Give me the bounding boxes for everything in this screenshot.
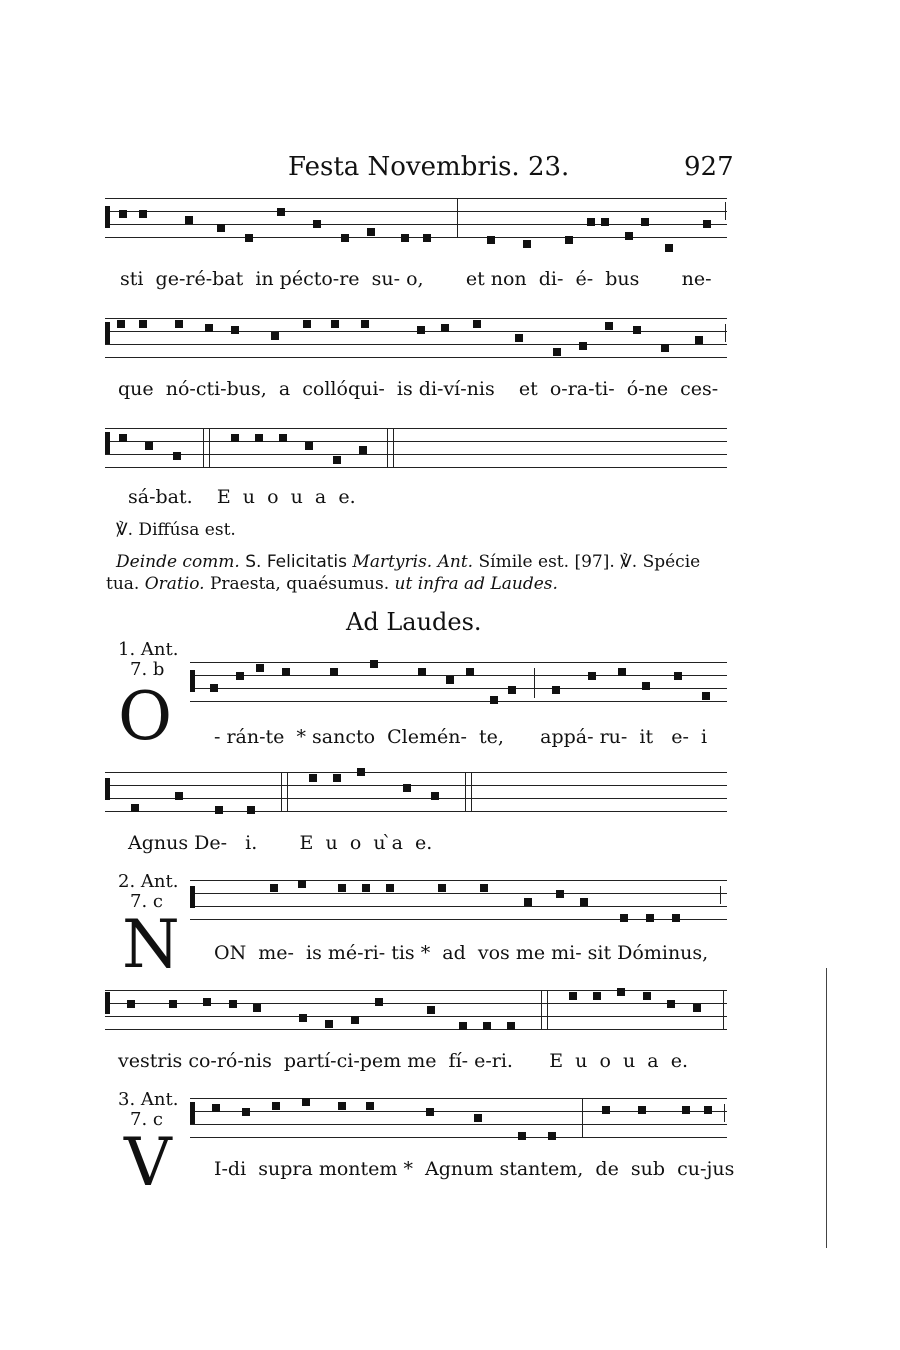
rubric-ut-infra: ut infra ad Laudes. [394,574,558,594]
lyrics-line-4: - rán-te * sancto Clemén- te, appá- ru- it e- i [214,726,708,748]
rubric-oratio: Oratio. [144,574,205,594]
rubric-martyris: Martyris. [352,552,433,572]
page-title: Festa Novembris. 23. [288,152,570,182]
lyrics-line-5: Agnus De- i. E u o u ̀a e. [128,832,433,854]
lyrics-line-2: que nó-cti-bus, a collóqui- is di-ví-nis et o-ra-ti- ó-ne ces- [118,378,719,400]
lyrics-line-8: I-di supra montem * Agnum stantem, de sub cu-jus [214,1158,735,1180]
music-staff-4 [190,662,727,706]
music-staff-2 [105,318,727,362]
music-staff-6 [190,880,727,924]
section-title: Ad Laudes. [346,608,482,636]
lyrics-line-6: ON me- is mé-ri- tis * ad vos me mi- sit Dóminus, [214,942,709,964]
antiphon-2-number: 2. Ant. [118,871,179,892]
rubric-line-2 [106,574,558,594]
rubric-praesta: Praesta, quaésumus. [209,574,390,594]
music-staff-8 [190,1098,727,1142]
antiphon-1-number: 1. Ant. [118,639,179,660]
antiphon-3-initial: V [124,1124,172,1201]
lyrics-line-1: sti ge-ré-bat in pécto-re su- o, et non di- é- bus ne- [120,268,712,290]
rubric-deinde: Deinde comm. [116,552,240,572]
rubric-ant: Ant. [437,552,474,572]
antiphon-1-initial: O [118,678,173,755]
music-staff-1 [105,198,727,242]
antiphon-1-mode: 7. b [130,659,165,680]
versicle: ℣. Diffúsa est. [116,520,236,540]
antiphon-1-label [118,640,178,680]
rubric-saint: S. Felicitatis [245,552,347,572]
rubric-tua: tua. [106,574,140,594]
lyrics-line-7: vestris co-ró-nis partí-ci-pem me fí- e-ri. E u o u a e. [118,1050,688,1072]
margin-line [826,968,827,1248]
music-staff-5 [105,772,727,816]
antiphon-2-mode: 7. c [130,891,163,912]
page-number: 927 [684,152,734,182]
antiphon-3-mode: 7. c [130,1109,163,1130]
music-staff-3 [105,428,727,472]
rubric-line-1 [116,552,700,572]
antiphon-2-initial: N [122,906,180,983]
rubric-simile: Símile est. [97]. ℣. Spécie [478,552,701,572]
music-staff-7 [105,990,727,1034]
antiphon-3-number: 3. Ant. [118,1089,179,1110]
lyrics-line-3: sá-bat. E u o u a e. [128,486,356,508]
